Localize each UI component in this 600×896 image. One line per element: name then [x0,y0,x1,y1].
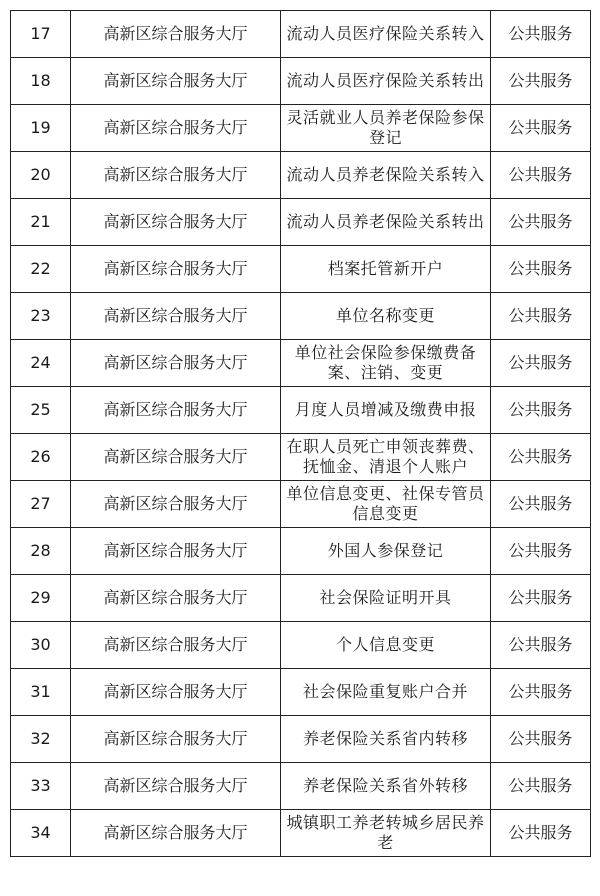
cell-item: 养老保险关系省外转移 [281,763,491,810]
cell-number: 19 [11,105,71,152]
cell-item: 流动人员医疗保险关系转出 [281,58,491,105]
cell-item: 灵活就业人员养老保险参保登记 [281,105,491,152]
cell-hall: 高新区综合服务大厅 [71,622,281,669]
table-row [11,387,591,434]
cell-hall: 高新区综合服务大厅 [71,11,281,58]
cell-number: 23 [11,293,71,340]
cell-hall: 高新区综合服务大厅 [71,387,281,434]
table-row [11,810,591,857]
cell-category: 公共服务 [491,199,591,246]
cell-item: 在职人员死亡申领丧葬费、抚恤金、清退个人账户 [281,434,491,481]
table-row [11,528,591,575]
table-row [11,199,591,246]
cell-item: 档案托管新开户 [281,246,491,293]
cell-number: 29 [11,575,71,622]
cell-category: 公共服务 [491,105,591,152]
cell-item: 养老保险关系省内转移 [281,716,491,763]
table-row [11,58,591,105]
cell-number: 30 [11,622,71,669]
table-row [11,575,591,622]
cell-number: 26 [11,434,71,481]
cell-number: 27 [11,481,71,528]
cell-number: 33 [11,763,71,810]
cell-item: 城镇职工养老转城乡居民养老 [281,810,491,857]
cell-hall: 高新区综合服务大厅 [71,528,281,575]
cell-hall: 高新区综合服务大厅 [71,716,281,763]
cell-category: 公共服务 [491,152,591,199]
table-row [11,434,591,481]
cell-category: 公共服务 [491,622,591,669]
cell-hall: 高新区综合服务大厅 [71,575,281,622]
table-row [11,152,591,199]
cell-category: 公共服务 [491,246,591,293]
cell-category: 公共服务 [491,810,591,857]
cell-number: 28 [11,528,71,575]
service-items-table [10,10,591,857]
cell-number: 18 [11,58,71,105]
cell-category: 公共服务 [491,669,591,716]
cell-hall: 高新区综合服务大厅 [71,152,281,199]
cell-item: 月度人员增减及缴费申报 [281,387,491,434]
cell-hall: 高新区综合服务大厅 [71,763,281,810]
cell-hall: 高新区综合服务大厅 [71,810,281,857]
cell-hall: 高新区综合服务大厅 [71,669,281,716]
table-row [11,293,591,340]
cell-category: 公共服务 [491,528,591,575]
table-row [11,246,591,293]
table-row [11,622,591,669]
table-body [11,11,591,857]
cell-item: 流动人员医疗保险关系转入 [281,11,491,58]
cell-category: 公共服务 [491,434,591,481]
cell-hall: 高新区综合服务大厅 [71,481,281,528]
table-row [11,340,591,387]
cell-category: 公共服务 [491,481,591,528]
cell-category: 公共服务 [491,340,591,387]
table-row [11,481,591,528]
cell-number: 22 [11,246,71,293]
cell-hall: 高新区综合服务大厅 [71,105,281,152]
cell-category: 公共服务 [491,575,591,622]
cell-number: 21 [11,199,71,246]
cell-hall: 高新区综合服务大厅 [71,340,281,387]
cell-item: 单位信息变更、社保专管员信息变更 [281,481,491,528]
cell-item: 社会保险证明开具 [281,575,491,622]
cell-item: 流动人员养老保险关系转出 [281,199,491,246]
cell-category: 公共服务 [491,763,591,810]
cell-hall: 高新区综合服务大厅 [71,199,281,246]
cell-item: 单位名称变更 [281,293,491,340]
cell-hall: 高新区综合服务大厅 [71,293,281,340]
cell-item: 社会保险重复账户合并 [281,669,491,716]
cell-item: 单位社会保险参保缴费备案、注销、变更 [281,340,491,387]
cell-category: 公共服务 [491,716,591,763]
cell-item: 个人信息变更 [281,622,491,669]
cell-item: 外国人参保登记 [281,528,491,575]
cell-category: 公共服务 [491,58,591,105]
table-row [11,11,591,58]
cell-item: 流动人员养老保险关系转入 [281,152,491,199]
cell-category: 公共服务 [491,11,591,58]
table-row [11,716,591,763]
cell-number: 34 [11,810,71,857]
table-row [11,763,591,810]
cell-category: 公共服务 [491,293,591,340]
cell-hall: 高新区综合服务大厅 [71,246,281,293]
table-row [11,105,591,152]
cell-number: 31 [11,669,71,716]
cell-hall: 高新区综合服务大厅 [71,434,281,481]
cell-number: 32 [11,716,71,763]
cell-category: 公共服务 [491,387,591,434]
cell-number: 17 [11,11,71,58]
table-row [11,669,591,716]
cell-number: 24 [11,340,71,387]
cell-hall: 高新区综合服务大厅 [71,58,281,105]
cell-number: 20 [11,152,71,199]
cell-number: 25 [11,387,71,434]
